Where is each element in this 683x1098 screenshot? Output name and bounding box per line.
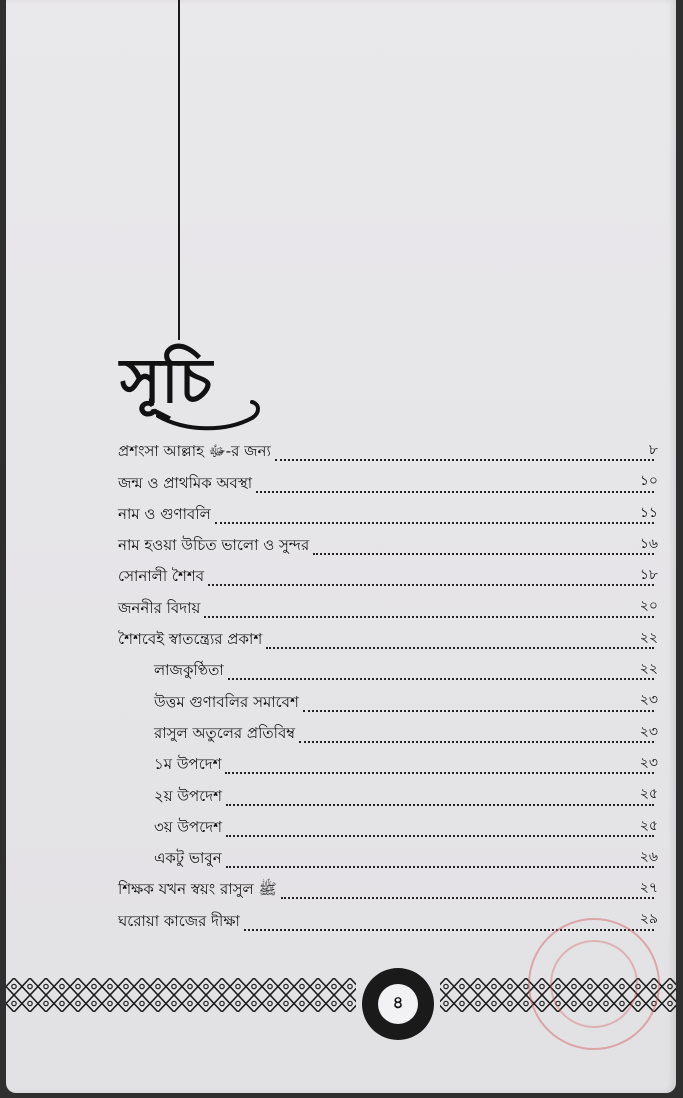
toc-entry-label: ২য় উপদেশ [154,786,223,805]
toc-entry-page: ২৩ [639,723,658,740]
toc-entry [118,499,658,530]
toc-entry-label: শিক্ষক যখন স্বয়ং রাসুল ﷺ [118,880,277,899]
hanging-line [178,0,180,340]
toc-heading: সূচি [120,344,213,417]
toc-leader-dots [299,741,654,743]
toc-entry-label: লাজকুণ্ঠিতা [154,661,224,680]
toc-entry-page: ২৫ [639,817,658,834]
toc-leader-dots [281,897,654,899]
toc-entry [118,530,658,561]
toc-leader-dots [256,491,654,493]
toc-leader-dots [226,866,654,868]
toc-entry [118,592,658,623]
toc-leader-dots [303,710,654,712]
toc-entry-label: নাম হওয়া উচিত ভালো ও সুন্দর [118,536,310,555]
book-page [6,0,676,1093]
toc-entry-label: ঘরোয়া কাজের দীক্ষা [118,911,240,930]
toc-leader-dots [215,522,654,524]
toc-entry-page: ১৮ [639,567,658,584]
toc-entry-page: ২৫ [639,786,658,803]
toc-leader-dots [228,678,654,680]
toc-entry-label: শৈশবেই স্বাতন্ত্র্যের প্রকাশ [118,630,263,649]
toc-entry [118,624,658,655]
toc-leader-dots [313,553,654,555]
toc-entry-page: ১১ [639,504,658,521]
toc-entry [118,843,658,874]
toc-entry-page: ২৩ [639,692,658,709]
toc-entry-page: ১৬ [639,535,658,552]
toc-entry-page: ৮ [648,442,658,458]
toc-entry-label: জননীর বিদায় [118,598,201,617]
toc-entry [118,780,658,811]
toc-entry [118,874,658,905]
toc-entry-page: ১০ [639,473,658,490]
toc-entry [118,812,658,843]
toc-leader-dots [266,647,654,649]
page-number: ৪ [378,984,418,1024]
toc-entry-label: একটু ভাবুন [154,849,222,868]
table-of-contents [118,436,658,937]
toc-leader-dots [208,584,654,586]
page-number-badge [362,968,434,1040]
toc-leader-dots [226,804,654,806]
toc-entry-label: ১ম উপদেশ [154,755,222,774]
toc-leader-dots [275,459,654,461]
toc-entry [118,749,658,780]
toc-entry-page: ২৬ [639,848,658,865]
toc-entry [118,718,658,749]
toc-entry-page: ২২ [639,629,658,646]
toc-entry-page: ২৩ [639,754,658,771]
toc-entry-label: ৩য় উপদেশ [154,817,223,836]
toc-entry [118,467,658,498]
toc-entry-page: ২৯ [639,911,658,928]
watermark-stamp [528,918,660,1050]
toc-leader-dots [225,772,654,774]
heading-swash [156,398,266,438]
toc-entry [118,561,658,592]
toc-leader-dots [204,616,654,618]
watermark-stamp-inner [550,940,638,1028]
toc-entry-page: ২০ [639,598,658,615]
toc-leader-dots [226,835,654,837]
toc-entry-label: নাম ও গুণাবলি [118,504,211,523]
toc-entry-label: উত্তম গুণাবলির সমাবেশ [154,692,299,711]
toc-entry-label: প্রশংসা আল্লাহ ﷻ-র জন্য [118,442,271,461]
toc-entry [118,686,658,717]
toc-entry-label: জন্ম ও প্রাথমিক অবস্থা [118,473,253,492]
toc-entry [118,655,658,686]
toc-entry [118,436,658,467]
toc-entry-label: সোনালী শৈশব [118,567,205,586]
toc-entry-page: ২২ [639,661,658,678]
toc-entry-page: ২৭ [639,880,658,897]
toc-entry-label: রাসুল অতুলের প্রতিবিম্ব [154,723,296,742]
